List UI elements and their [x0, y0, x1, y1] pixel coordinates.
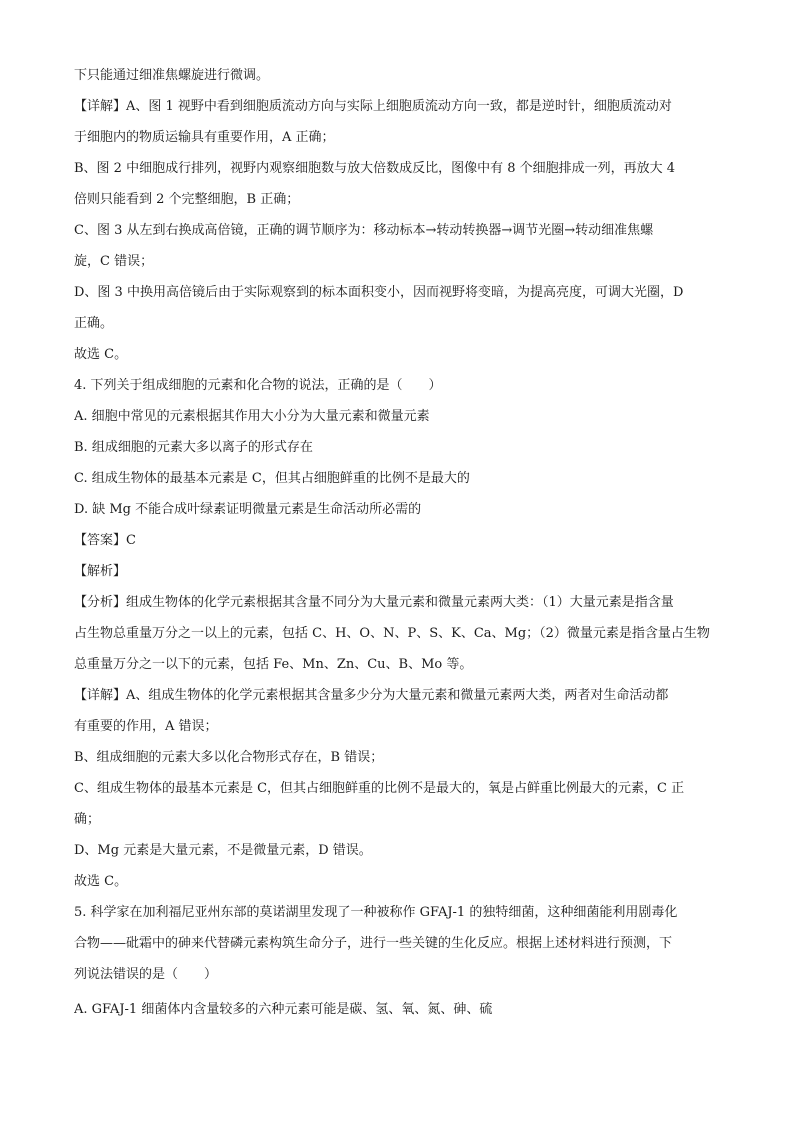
text-line: 故选 C。 — [74, 874, 128, 889]
text-line: D、图 3 中换用高倍镜后由于实际观察到的标本面积变小，因而视野将变暗，为提高亮度，可调大光圈，D — [74, 285, 684, 300]
text-line: 故选 C。 — [74, 347, 128, 362]
option-a: A. 细胞中常见的元素根据其作用大小分为大量元素和微量元素 — [74, 409, 430, 424]
option-d: D. 缺 Mg 不能合成叶绿素证明微量元素是生命活动所必需的 — [74, 502, 422, 517]
text-line: 于细胞内的物质运输具有重要作用，A 正确； — [74, 130, 335, 145]
text-line: C、图 3 从左到右换成高倍镜，正确的调节顺序为：移动标本→转动转换器→调节光圈→转动细准焦螺 — [74, 223, 654, 238]
question-5-stem: 5. 科学家在加利福尼亚州东部的莫诺湖里发现了一种被称作 GFAJ-1 的独特细菌，这种细菌能利用剧毒化 — [74, 905, 678, 920]
text-line: B、图 2 中细胞成行排列，视野内观察细胞数与放大倍数成反比，图像中有 8 个细胞排成一列，再放大 4 — [74, 161, 676, 176]
text-line: 倍则只能看到 2 个完整细胞，B 正确； — [74, 192, 300, 207]
text-line: 确； — [74, 812, 101, 827]
text-line: B、组成细胞的元素大多以化合物形式存在，B 错误； — [74, 750, 384, 765]
text-line: 合物——砒霜中的砷来代替磷元素构筑生命分子，进行一些关键的生化反应。根据上述材料进行预测，下 — [74, 936, 673, 951]
answer-line: 【答案】C — [74, 533, 136, 548]
text-line: C、组成生物体的最基本元素是 C，但其占细胞鲜重的比例不是最大的，氧是占鲜重比例最大的元素，C 正 — [74, 781, 685, 796]
option-a: A. GFAJ-1 细菌体内含量较多的六种元素可能是碳、氢、氧、氮、砷、硫 — [74, 1002, 493, 1017]
text-line: 占生物总重量万分之一以上的元素，包括 C、H、O、N、P、S、K、Ca、Mg；（2）微量元素是指含量占生物 — [74, 626, 710, 641]
text-line: D、Mg 元素是大量元素，不是微量元素，D 错误。 — [74, 843, 372, 858]
text-line: 【详解】A、组成生物体的化学元素根据其含量多少分为大量元素和微量元素两大类，两者对生命活动都 — [74, 688, 669, 703]
text-line: 【分析】组成生物体的化学元素根据其含量不同分为大量元素和微量元素两大类：（1）大量元素是指含量 — [74, 595, 674, 610]
text-line: 旋，C 错误； — [74, 254, 154, 269]
option-b: B. 组成细胞的元素大多以离子的形式存在 — [74, 440, 313, 455]
question-4-stem: 4. 下列关于组成细胞的元素和化合物的说法，正确的是（ ） — [74, 378, 442, 393]
text-line: 下只能通过细准焦螺旋进行微调。 — [74, 68, 270, 83]
text-line: 总重量万分之一以下的元素，包括 Fe、Mn、Zn、Cu、B、Mo 等。 — [74, 657, 473, 672]
text-line: 正确。 — [74, 316, 114, 331]
text-line: 有重要的作用，A 错误； — [74, 719, 218, 734]
analysis-heading: 【解析】 — [74, 564, 127, 579]
text-line: 列说法错误的是（ ） — [74, 967, 218, 982]
option-c: C. 组成生物体的最基本元素是 C，但其占细胞鲜重的比例不是最大的 — [74, 471, 470, 486]
text-line: 【详解】A、图 1 视野中看到细胞质流动方向与实际上细胞质流动方向一致，都是逆时针，细胞质流动对 — [74, 99, 672, 114]
